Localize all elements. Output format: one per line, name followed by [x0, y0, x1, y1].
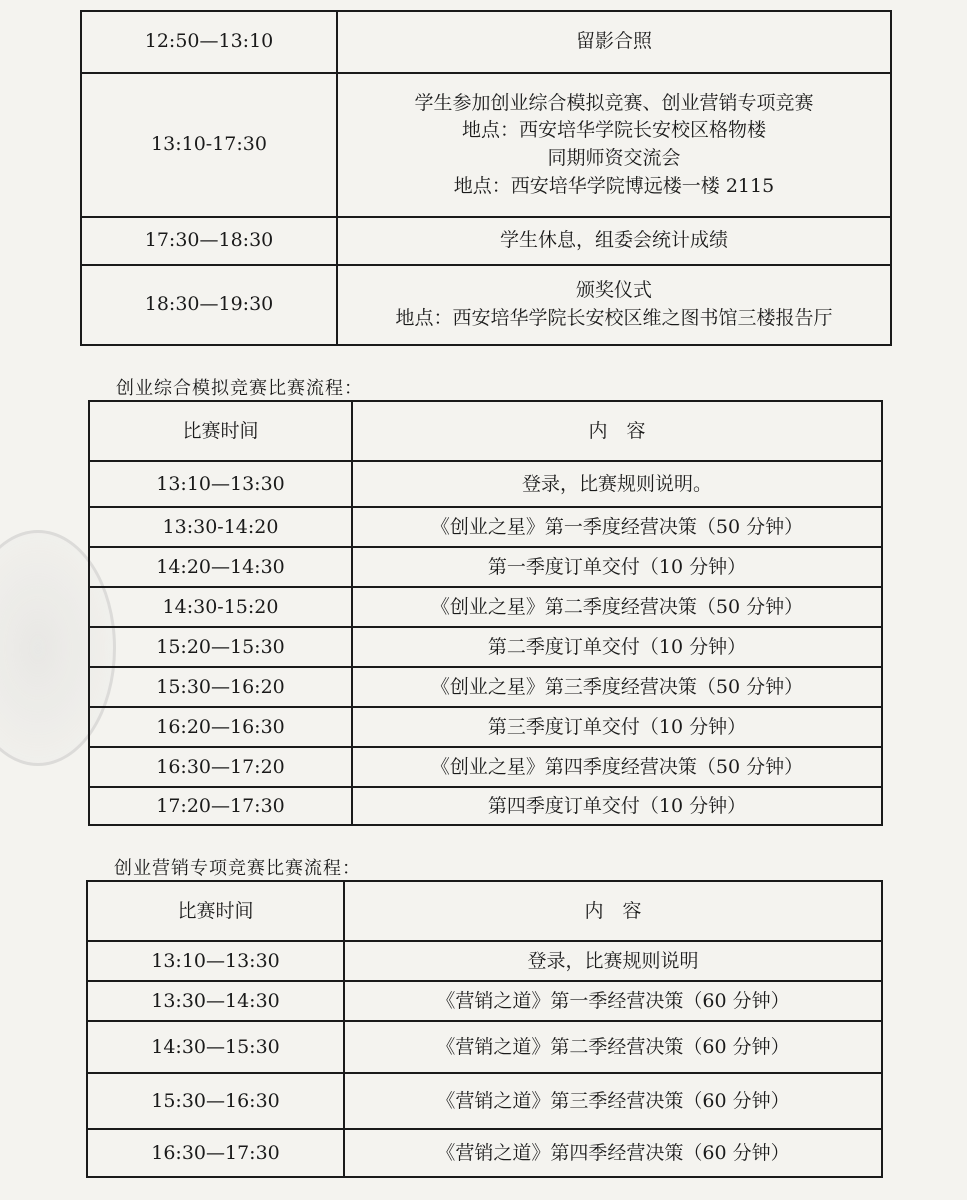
- time-cell: 13:30—14:30: [87, 981, 344, 1021]
- time-cell: 14:20—14:30: [89, 547, 352, 587]
- time-cell: 14:30—15:30: [87, 1021, 344, 1073]
- header-time: 比赛时间: [87, 881, 344, 941]
- table-row: [81, 11, 891, 73]
- content-line: 地点：西安培华学院长安校区格物楼: [461, 119, 766, 142]
- content-cell: 《营销之道》第四季经营决策（60 分钟）: [344, 1129, 882, 1177]
- table-row: [89, 547, 882, 587]
- header-time: 比赛时间: [89, 401, 352, 461]
- content-cell: 《创业之星》第三季度经营决策（50 分钟）: [352, 667, 882, 707]
- table-row: [81, 217, 891, 265]
- table-row: [81, 73, 891, 217]
- content-cell: [337, 217, 891, 265]
- table-row: [89, 667, 882, 707]
- time-cell: 17:20—17:30: [89, 787, 352, 825]
- time-cell: 15:30—16:30: [87, 1073, 344, 1129]
- comprehensive-schedule-table: [88, 400, 883, 826]
- table-row: [87, 1021, 882, 1073]
- time-cell: 15:20—15:30: [89, 627, 352, 667]
- section-title-marketing: 创业营销专项竞赛比赛流程：: [114, 858, 361, 879]
- time-cell: 13:10-17:30: [81, 73, 337, 217]
- content-cell: 《营销之道》第三季经营决策（60 分钟）: [344, 1073, 882, 1129]
- header-content: 内 容: [344, 881, 882, 941]
- content-line: 颁奖仪式: [575, 279, 652, 302]
- content-cell: 《营销之道》第二季经营决策（60 分钟）: [344, 1021, 882, 1073]
- content-cell: 《创业之星》第四季度经营决策（50 分钟）: [352, 747, 882, 787]
- header-content: 内 容: [352, 401, 882, 461]
- time-cell: 18:30—19:30: [81, 265, 337, 345]
- section-title-comprehensive: 创业综合模拟竞赛比赛流程：: [116, 378, 363, 399]
- content-line: 同期师资交流会: [547, 147, 681, 169]
- content-line: 留影合照: [575, 30, 652, 53]
- content-cell: 第一季度订单交付（10 分钟）: [352, 547, 882, 587]
- table-row: [89, 747, 882, 787]
- time-cell: 13:10—13:30: [89, 461, 352, 507]
- time-cell: 16:20—16:30: [89, 707, 352, 747]
- table-row: [89, 507, 882, 547]
- content-cell: 《创业之星》第一季度经营决策（50 分钟）: [352, 507, 882, 547]
- marketing-schedule-table: [86, 880, 883, 1178]
- table-header-row: [89, 401, 882, 461]
- content-cell: 《营销之道》第一季经营决策（60 分钟）: [344, 981, 882, 1021]
- table-row: [89, 787, 882, 825]
- content-cell: [337, 265, 891, 345]
- table-row: [89, 461, 882, 507]
- time-cell: 13:30-14:20: [89, 507, 352, 547]
- time-cell: 12:50—13:10: [81, 11, 337, 73]
- table-header-row: [87, 881, 882, 941]
- content-line: 学生参加创业综合模拟竞赛、创业营销专项竞赛: [414, 91, 814, 114]
- content-cell: [337, 73, 891, 217]
- content-cell: 第三季度订单交付（10 分钟）: [352, 707, 882, 747]
- content-cell: 《创业之星》第二季度经营决策（50 分钟）: [352, 587, 882, 627]
- content-line: 学生休息，组委会统计成绩: [499, 229, 728, 252]
- table-row: [87, 1073, 882, 1129]
- time-cell: 17:30—18:30: [81, 217, 337, 265]
- content-cell: [337, 11, 891, 73]
- content-cell: 登录，比赛规则说明: [344, 941, 882, 981]
- content-cell: 第四季度订单交付（10 分钟）: [352, 787, 882, 825]
- table-row: [87, 981, 882, 1021]
- content-cell: 第二季度订单交付（10 分钟）: [352, 627, 882, 667]
- table-row: [89, 587, 882, 627]
- time-cell: 15:30—16:20: [89, 667, 352, 707]
- time-cell: 13:10—13:30: [87, 941, 344, 981]
- schedule-table: [80, 10, 892, 346]
- time-cell: 16:30—17:20: [89, 747, 352, 787]
- table-row: [89, 627, 882, 667]
- content-cell: 登录，比赛规则说明。: [352, 461, 882, 507]
- table-row: [81, 265, 891, 345]
- time-cell: 16:30—17:30: [87, 1129, 344, 1177]
- content-line: 地点：西安培华学院博远楼一楼 2115: [453, 174, 775, 197]
- table-row: [89, 707, 882, 747]
- content-line: 地点：西安培华学院长安校区维之图书馆三楼报告厅: [395, 307, 833, 329]
- time-cell: 14:30-15:20: [89, 587, 352, 627]
- table-row: [87, 941, 882, 981]
- table-row: [87, 1129, 882, 1177]
